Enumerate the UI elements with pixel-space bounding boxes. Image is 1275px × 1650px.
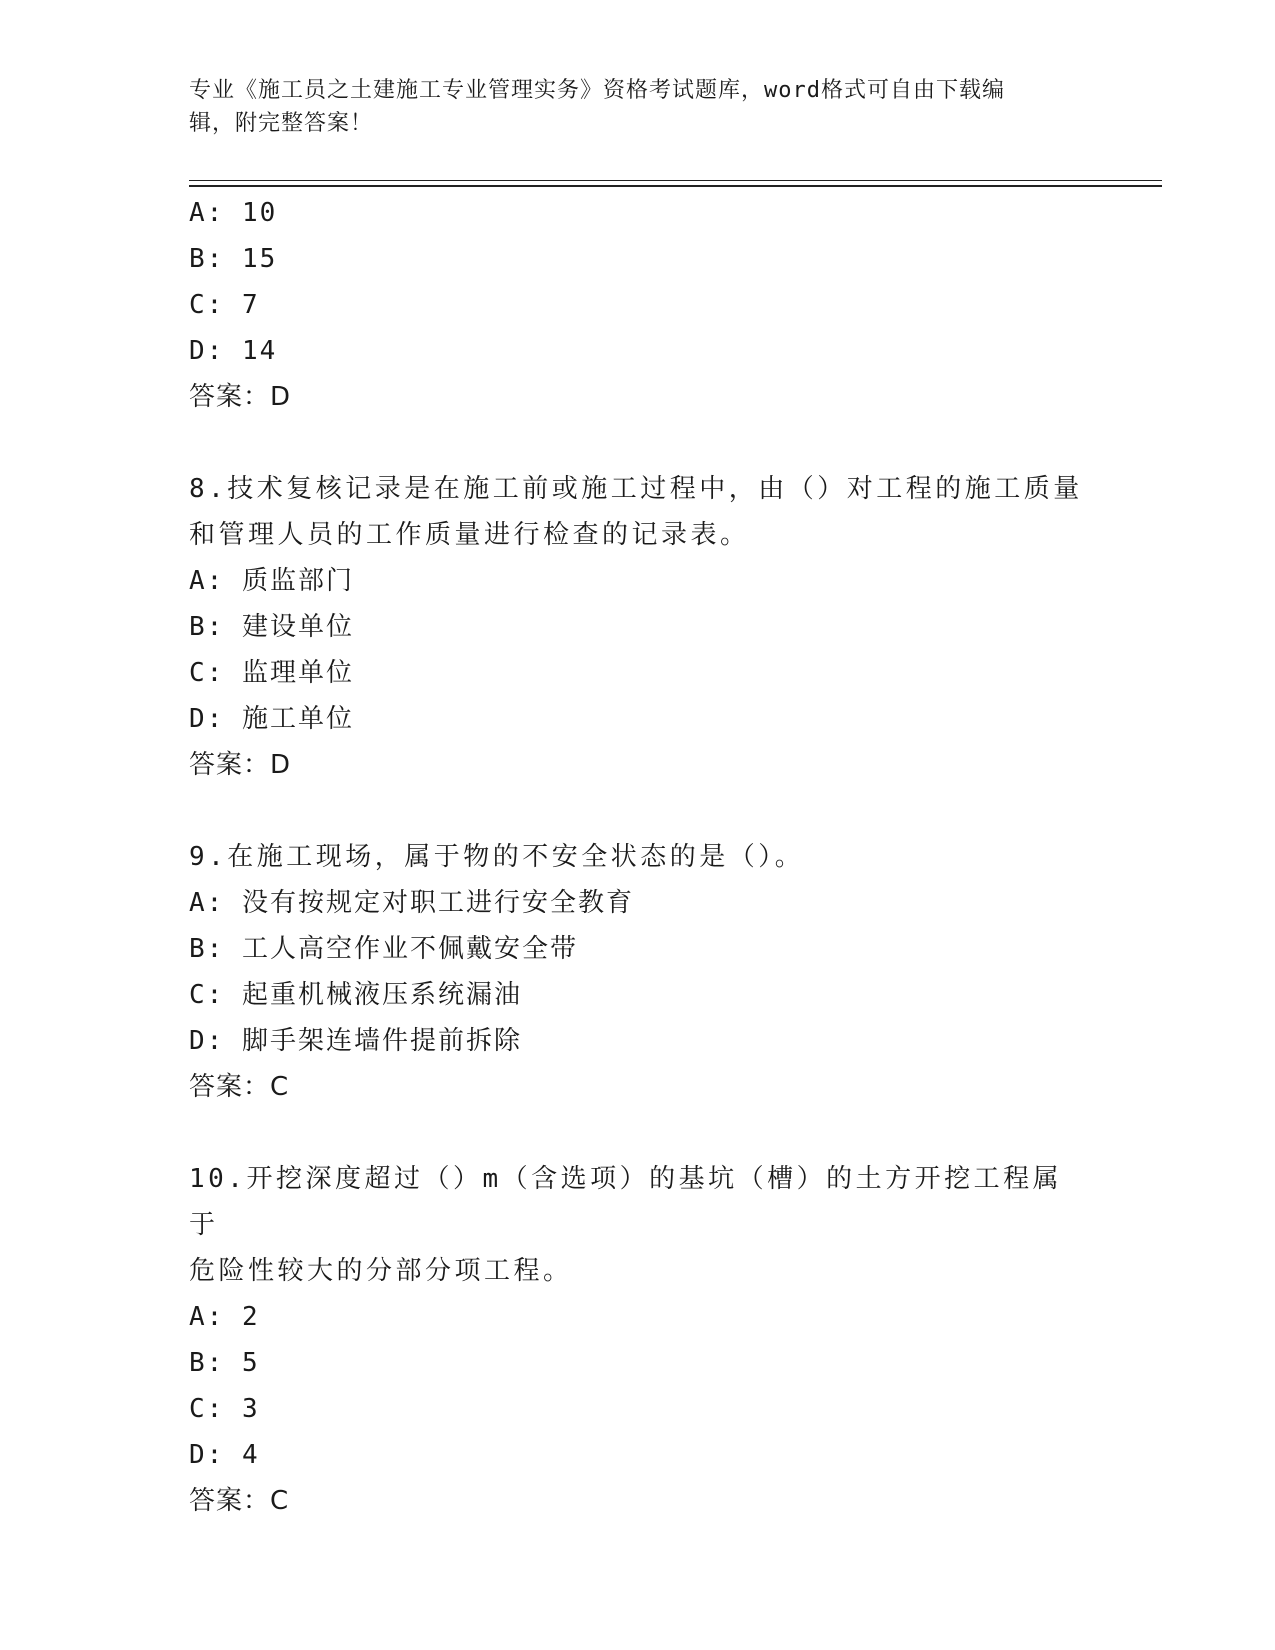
option-b: B: 5 [189, 1348, 260, 1378]
option-c: C: 起重机械液压系统漏油 [189, 980, 522, 1010]
option-d: D: 施工单位 [189, 704, 354, 734]
header-divider-bottom [189, 185, 1162, 187]
option-a: A: 质监部门 [189, 566, 354, 596]
option-a: A: 2 [189, 1302, 260, 1332]
option-b: B: 工人高空作业不佩戴安全带 [189, 934, 578, 964]
option-b: B: 建设单位 [189, 612, 354, 642]
question-block-10 [189, 1156, 1089, 1524]
question-stem-line: 8.技术复核记录是在施工前或施工过程中，由（）对工程的施工质量 [189, 474, 1083, 504]
question-stem-line: 10.开挖深度超过（）m（含选项）的基坑（槽）的土方开挖工程属于 [189, 1164, 1063, 1240]
question-block-7 [189, 190, 1089, 420]
option-a: A: 10 [189, 198, 278, 228]
answer-line: 答案：C [189, 1486, 290, 1516]
question-block-8 [189, 466, 1089, 788]
header-line-2: 辑，附完整答案！ [189, 111, 374, 136]
option-b: B: 15 [189, 244, 278, 274]
answer-line: 答案：C [189, 1072, 290, 1102]
option-a: A: 没有按规定对职工进行安全教育 [189, 888, 634, 918]
answer-line: 答案：D [189, 750, 292, 780]
header-divider-top [189, 180, 1162, 181]
answer-line: 答案：D [189, 382, 292, 412]
question-stem-line: 和管理人员的工作质量进行检查的记录表。 [189, 520, 750, 550]
document-header [189, 74, 1089, 140]
option-c: C: 3 [189, 1394, 260, 1424]
option-c: C: 监理单位 [189, 658, 354, 688]
question-stem-line: 危险性较大的分部分项工程。 [189, 1256, 573, 1286]
question-block-9 [189, 834, 1089, 1110]
option-d: D: 脚手架连墙件提前拆除 [189, 1026, 522, 1056]
question-stem-line: 9.在施工现场，属于物的不安全状态的是（）。 [189, 842, 805, 872]
question-list [189, 190, 1089, 1524]
header-line-1: 专业《施工员之土建施工专业管理实务》资格考试题库，word格式可自由下载编 [189, 78, 1005, 103]
option-d: D: 4 [189, 1440, 260, 1470]
option-c: C: 7 [189, 290, 260, 320]
option-d: D: 14 [189, 336, 278, 366]
